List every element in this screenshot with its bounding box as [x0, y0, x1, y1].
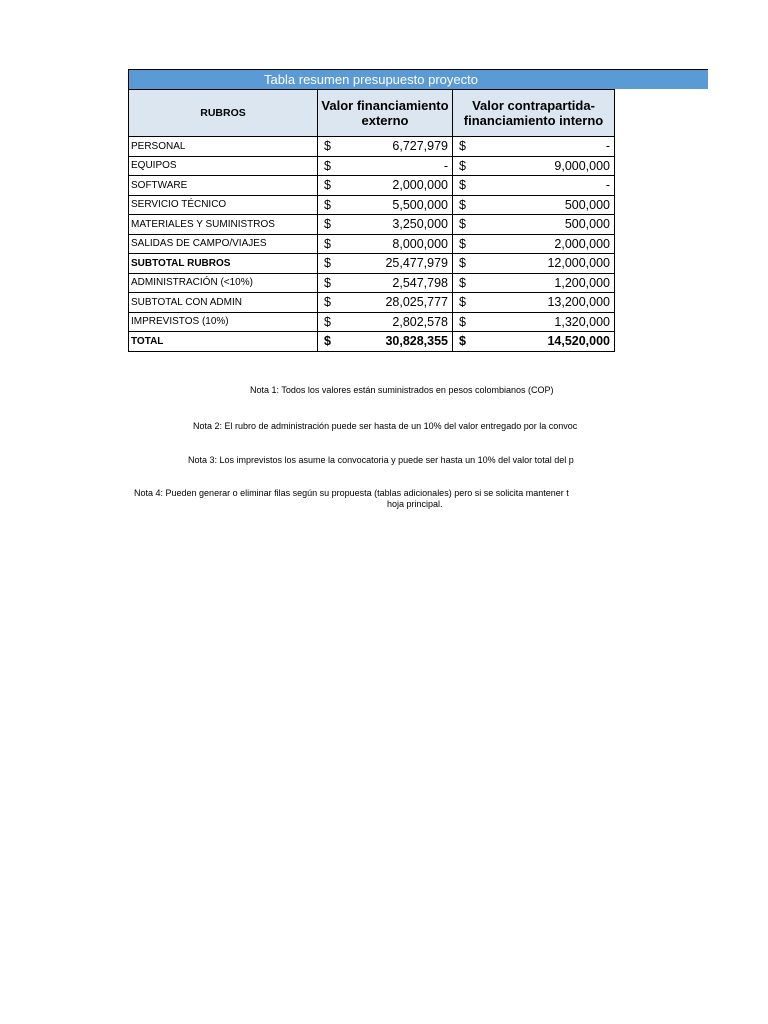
- amount-externo: 2,547,798: [392, 275, 448, 290]
- cell-externo: [318, 195, 453, 215]
- amount-externo: -: [443, 158, 448, 173]
- amount-interno: 500,000: [564, 197, 610, 212]
- amount-externo: 5,500,000: [392, 197, 448, 212]
- currency-symbol: $: [324, 158, 331, 173]
- amount-interno: 12,000,000: [547, 256, 610, 271]
- amount-interno: 2,000,000: [554, 236, 610, 251]
- table-row: [129, 234, 615, 254]
- cell-interno: [453, 273, 615, 293]
- table-row: [129, 176, 615, 196]
- row-label: ADMINISTRACIÓN (<10%): [129, 273, 318, 293]
- currency-symbol: $: [324, 217, 331, 232]
- table-row: [129, 312, 615, 332]
- amount-interno: 13,200,000: [547, 295, 610, 310]
- amount-interno: 1,320,000: [554, 314, 610, 329]
- currency-symbol: $: [324, 197, 331, 212]
- amount-interno: 500,000: [564, 217, 610, 232]
- table-title-bar: [128, 69, 708, 89]
- table-row: [129, 156, 615, 176]
- currency-symbol: $: [324, 334, 331, 349]
- amount-externo: 30,828,355: [385, 334, 448, 349]
- table-row: [129, 273, 615, 293]
- cell-interno: [453, 215, 615, 235]
- table-row: [129, 137, 615, 157]
- cell-interno: [453, 234, 615, 254]
- amount-interno: -: [605, 178, 610, 193]
- header-interno: Valor contrapartida- financiamiento interno: [453, 90, 615, 137]
- row-label: SUBTOTAL CON ADMIN: [129, 293, 318, 313]
- cell-externo: [318, 273, 453, 293]
- cell-externo: [318, 137, 453, 157]
- currency-symbol: $: [459, 139, 466, 154]
- budget-table: [128, 89, 615, 352]
- cell-interno: [453, 254, 615, 274]
- currency-symbol: $: [459, 334, 466, 349]
- amount-externo: 28,025,777: [385, 295, 448, 310]
- currency-symbol: $: [324, 236, 331, 251]
- note-3: Nota 3: Los imprevistos los asume la convocatoria y puede ser hasta un 10% del valor total del p: [188, 455, 574, 465]
- header-rubros: RUBROS: [129, 90, 318, 137]
- cell-externo: [318, 156, 453, 176]
- amount-interno: 9,000,000: [554, 158, 610, 173]
- cell-interno: [453, 195, 615, 215]
- currency-symbol: $: [324, 314, 331, 329]
- amount-externo: 6,727,979: [392, 139, 448, 154]
- row-label: MATERIALES Y SUMINISTROS: [129, 215, 318, 235]
- currency-symbol: $: [459, 158, 466, 173]
- row-label: SALIDAS DE CAMPO/VIAJES: [129, 234, 318, 254]
- cell-externo: [318, 254, 453, 274]
- row-label: SERVICIO TÉCNICO: [129, 195, 318, 215]
- amount-interno: 14,520,000: [547, 334, 610, 349]
- cell-interno: [453, 332, 615, 352]
- row-label: SUBTOTAL RUBROS: [129, 254, 318, 274]
- currency-symbol: $: [324, 275, 331, 290]
- row-label: SOFTWARE: [129, 176, 318, 196]
- header-externo: Valor financiamiento externo: [318, 90, 453, 137]
- cell-interno: [453, 176, 615, 196]
- currency-symbol: $: [459, 178, 466, 193]
- header-row: [129, 90, 615, 137]
- amount-interno: 1,200,000: [554, 275, 610, 290]
- currency-symbol: $: [459, 236, 466, 251]
- cell-externo: [318, 312, 453, 332]
- budget-body: [129, 137, 615, 352]
- cell-interno: [453, 137, 615, 157]
- currency-symbol: $: [324, 178, 331, 193]
- currency-symbol: $: [324, 256, 331, 271]
- amount-interno: -: [605, 139, 610, 154]
- cell-externo: [318, 234, 453, 254]
- note-4-line-2: hoja principal.: [387, 499, 443, 509]
- cell-externo: [318, 332, 453, 352]
- cell-externo: [318, 215, 453, 235]
- row-label: EQUIPOS: [129, 156, 318, 176]
- table-row: [129, 293, 615, 313]
- currency-symbol: $: [459, 197, 466, 212]
- currency-symbol: $: [459, 217, 466, 232]
- amount-externo: 2,000,000: [392, 178, 448, 193]
- table-title: Tabla resumen presupuesto proyecto: [264, 72, 478, 87]
- amount-externo: 3,250,000: [392, 217, 448, 232]
- table-row: [129, 215, 615, 235]
- cell-externo: [318, 176, 453, 196]
- amount-externo: 2,802,578: [392, 314, 448, 329]
- currency-symbol: $: [459, 275, 466, 290]
- note-2: Nota 2: El rubro de administración puede ser hasta de un 10% del valor entregado por la convoc: [193, 421, 578, 431]
- cell-interno: [453, 156, 615, 176]
- amount-externo: 25,477,979: [385, 256, 448, 271]
- amount-externo: 8,000,000: [392, 236, 448, 251]
- currency-symbol: $: [459, 295, 466, 310]
- row-label: TOTAL: [129, 332, 318, 352]
- note-1: Nota 1: Todos los valores están suministrados en pesos colombianos (COP): [250, 385, 554, 395]
- table-row: [129, 332, 615, 352]
- currency-symbol: $: [459, 256, 466, 271]
- table-row: [129, 195, 615, 215]
- note-4-line-1: Nota 4: Pueden generar o eliminar filas según su propuesta (tablas adicionales) pero si se solicita mantener t: [134, 488, 569, 498]
- currency-symbol: $: [324, 295, 331, 310]
- row-label: PERSONAL: [129, 137, 318, 157]
- cell-interno: [453, 312, 615, 332]
- table-row: [129, 254, 615, 274]
- currency-symbol: $: [324, 139, 331, 154]
- row-label: IMPREVISTOS (10%): [129, 312, 318, 332]
- cell-externo: [318, 293, 453, 313]
- cell-interno: [453, 293, 615, 313]
- currency-symbol: $: [459, 314, 466, 329]
